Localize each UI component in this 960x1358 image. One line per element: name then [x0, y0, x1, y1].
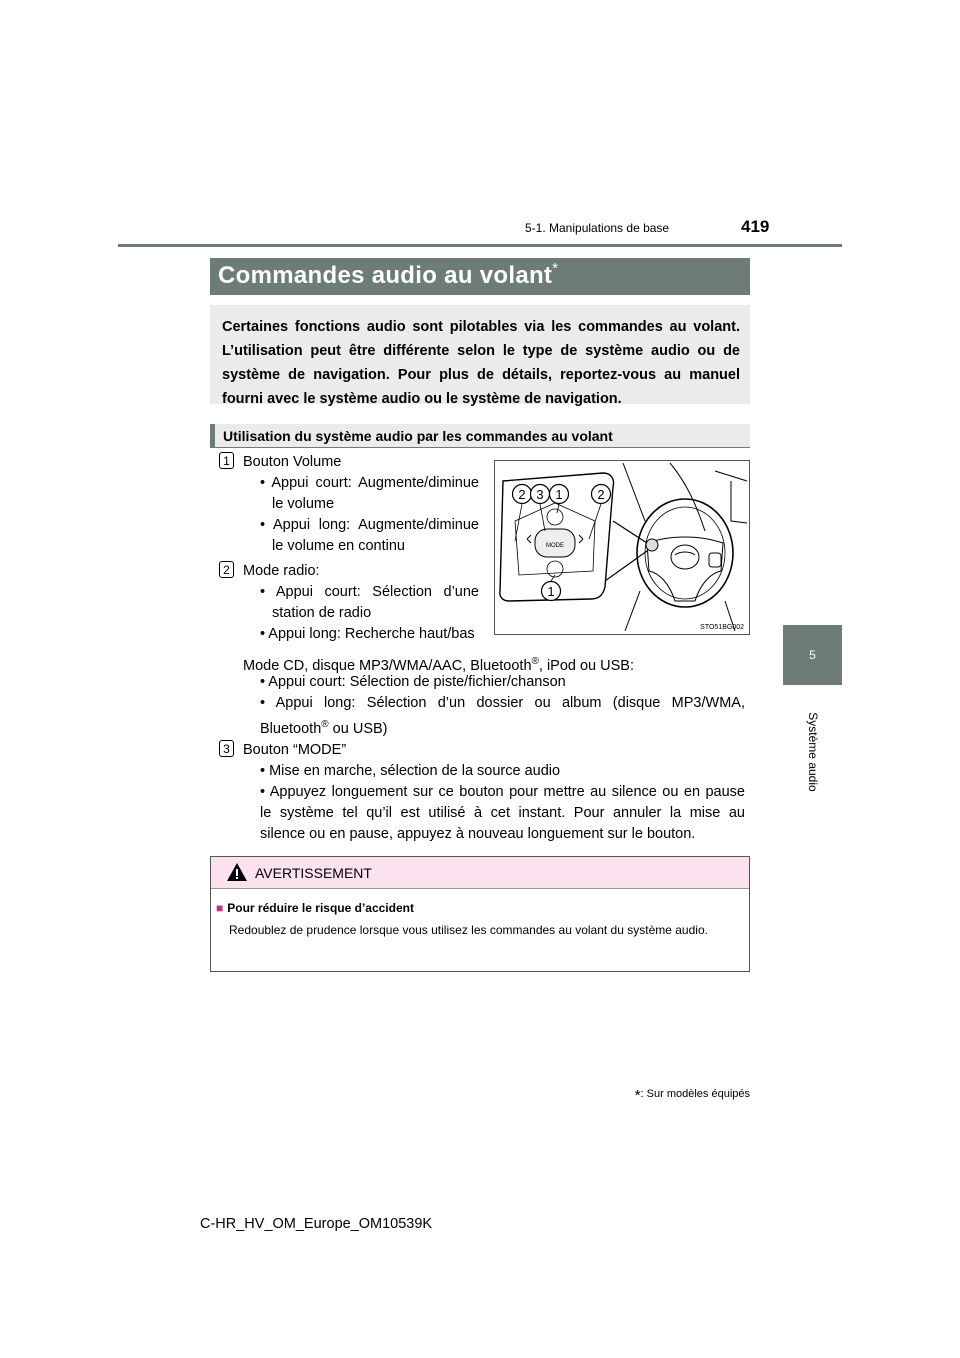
callout-label: 1 [555, 487, 563, 502]
item-3-line: • Mise en marche, sélection de la source audio [260, 763, 561, 779]
figure-code: STO51BG002 [700, 624, 744, 631]
page-title-bar [210, 258, 750, 295]
steering-wheel-illustration [494, 460, 750, 635]
callout-label: 2 [597, 487, 605, 502]
registered-mark: ® [321, 719, 329, 730]
intro-box: Certaines fonctions audio sont pilotables via les commandes au volant. L’utilisation peut être différente selon le type de système audio ou de système de navigation. Pour plus de détails, reportez-vous au manuel fourni avec le système audio ou le système de navigation. [210, 305, 750, 404]
warning-heading: AVERTISSEMENT [255, 865, 372, 881]
item-1-name: Bouton Volume [243, 454, 342, 470]
item-2-mode2-line: • Appui court: Sélection de piste/fichier/chanson [260, 674, 566, 690]
square-bullet-icon: ■ [216, 901, 224, 915]
warning-title [216, 901, 414, 915]
steering-wheel-drawing [495, 461, 749, 634]
item-number-3: 3 [219, 740, 234, 757]
callout-label: 1 [547, 584, 555, 599]
item-3-line: le système tel qu’il est utilisé à cet instant. Pour annuler la mise au [260, 805, 745, 821]
chapter-tab [783, 625, 842, 685]
subheading-text: Utilisation du système audio par les commandes au volant [223, 428, 613, 444]
item-number-2: 2 [219, 561, 234, 578]
item-3-line: silence ou en pause, appuyez à nouveau longuement sur le bouton. [260, 826, 696, 842]
page-title-text: Commandes audio au volant [218, 262, 553, 289]
item-1-line: le volume [272, 496, 335, 512]
warning-body: Redoublez de prudence lorsque vous utilisez les commandes au volant du système audio. [229, 923, 708, 937]
item-2-line: • Appui long: Recherche haut/bas [260, 626, 475, 642]
item-number-1: 1 [219, 452, 234, 469]
chapter-number: 5 [809, 648, 816, 662]
callout-label: 3 [536, 487, 544, 502]
asterisk-mark: * [634, 1087, 641, 1104]
header-rule [118, 244, 842, 247]
footnote-text: : Sur modèles équipés [640, 1088, 750, 1100]
footnote [590, 1087, 750, 1104]
warning-title-text: Pour réduire le risque d’accident [227, 901, 414, 915]
item-3-line: • Appuyez longuement sur ce bouton pour mettre au silence ou en pause [260, 784, 745, 800]
registered-mark: ® [531, 656, 539, 667]
mode2-text: Mode CD, disque MP3/WMA/AAC, Bluetooth [243, 657, 532, 674]
subheading-underline [210, 447, 750, 448]
page-number: 419 [741, 217, 770, 236]
item-2-line: • Appui court: Sélection d’une [260, 584, 479, 600]
chapter-label: Système audio [806, 712, 820, 792]
callout-label: 2 [518, 487, 526, 502]
mode-button-label: MODE [546, 543, 564, 549]
page-title [218, 262, 558, 290]
subheading-accent [210, 424, 215, 448]
subheading [210, 424, 750, 448]
mode2-text: , iPod ou USB: [538, 657, 634, 674]
asterisk-mark: * [552, 260, 559, 277]
item-2-name: Mode radio: [243, 563, 320, 579]
mode2-text: Bluetooth [260, 720, 322, 737]
warning-box [210, 856, 750, 972]
item-1-line: le volume en continu [272, 538, 405, 554]
item-2-mode2-line [260, 714, 388, 740]
item-3-name: Bouton “MODE” [243, 742, 347, 758]
mode2-text: ou USB) [328, 720, 388, 737]
warning-header [211, 857, 749, 889]
document-code: C-HR_HV_OM_Europe_OM10539K [200, 1216, 433, 1232]
section-title: 5-1. Manipulations de base [525, 221, 670, 235]
warning-triangle-icon [226, 862, 248, 882]
item-2-line: station de radio [272, 605, 372, 621]
item-1-line: • Appui long: Augmente/diminue [260, 517, 479, 533]
item-2-mode2-line: • Appui long: Sélection d’un dossier ou album (disque MP3/WMA, [260, 695, 745, 711]
item-1-line: • Appui court: Augmente/diminue [260, 475, 479, 491]
